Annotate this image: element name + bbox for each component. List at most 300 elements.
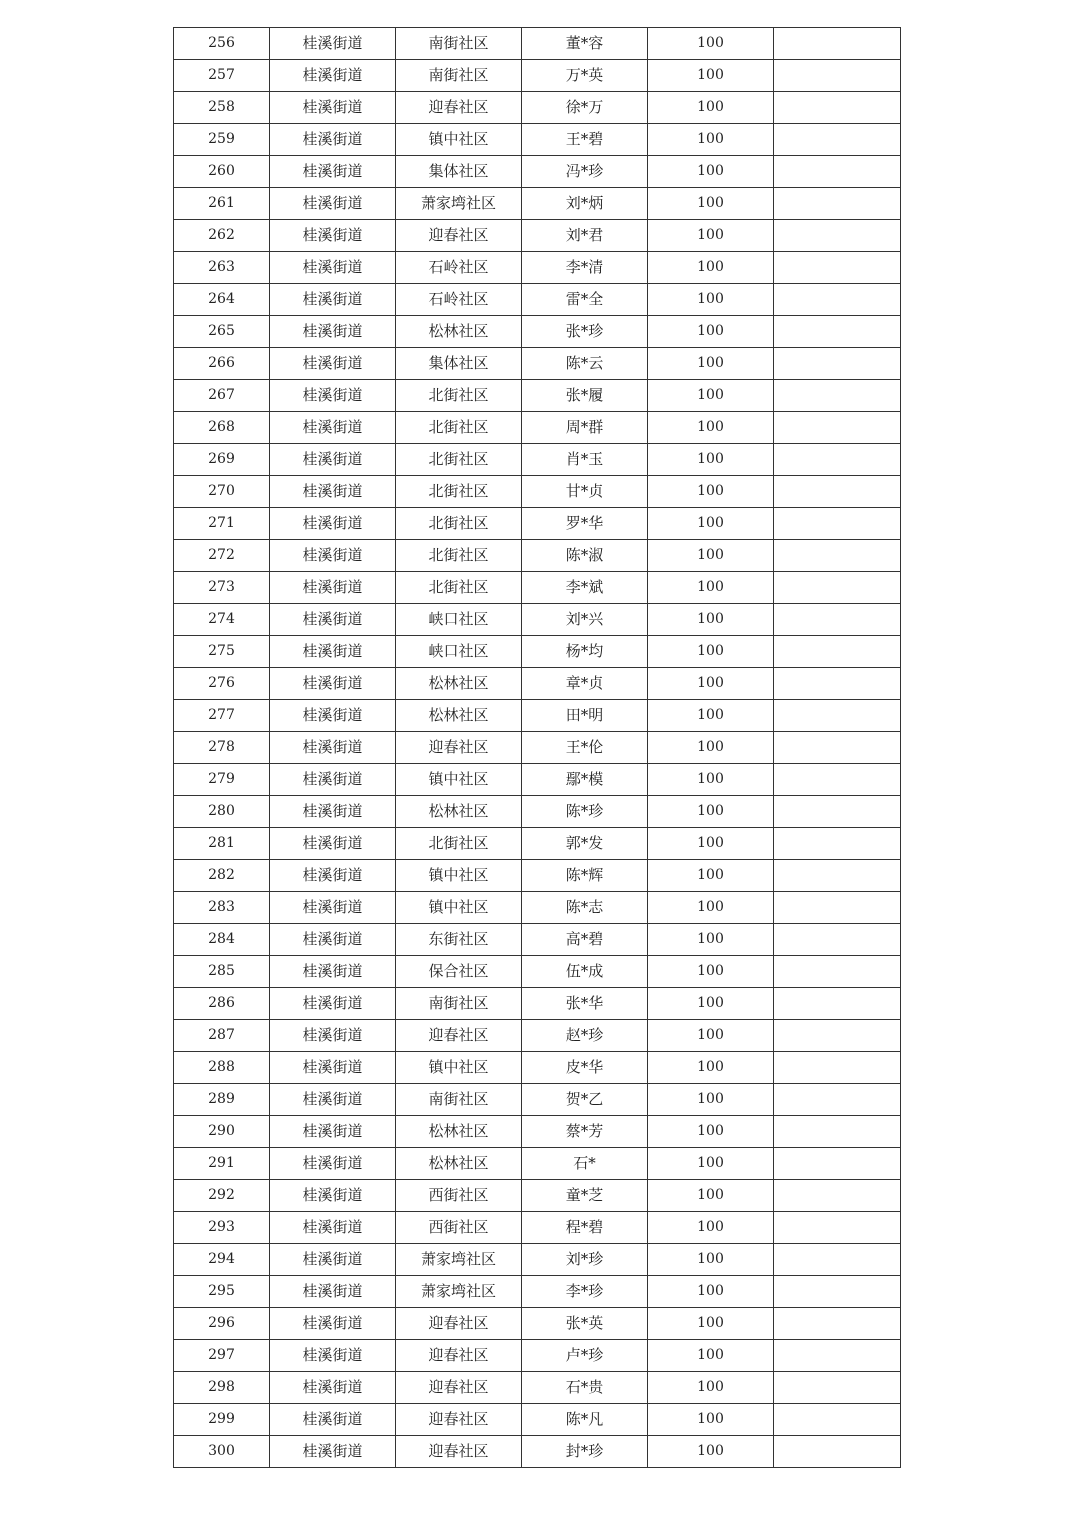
name-cell: 陈*云 <box>522 348 648 380</box>
row-number-cell: 281 <box>174 828 270 860</box>
table-row <box>174 540 901 572</box>
street-cell: 桂溪街道 <box>270 508 396 540</box>
table-row <box>174 988 901 1020</box>
community-cell: 南街社区 <box>396 988 522 1020</box>
community-cell: 迎春社区 <box>396 732 522 764</box>
table-row <box>174 220 901 252</box>
amount-cell: 100 <box>648 764 774 796</box>
amount-cell: 100 <box>648 1372 774 1404</box>
row-number-cell: 283 <box>174 892 270 924</box>
amount-cell: 100 <box>648 316 774 348</box>
row-number-cell: 273 <box>174 572 270 604</box>
community-cell: 北街社区 <box>396 412 522 444</box>
row-number-cell: 274 <box>174 604 270 636</box>
table-row <box>174 1372 901 1404</box>
amount-cell: 100 <box>648 1020 774 1052</box>
amount-cell: 100 <box>648 284 774 316</box>
table-row <box>174 636 901 668</box>
amount-cell: 100 <box>648 1084 774 1116</box>
remark-cell <box>774 1212 901 1244</box>
row-number-cell: 290 <box>174 1116 270 1148</box>
remark-cell <box>774 156 901 188</box>
community-cell: 迎春社区 <box>396 1372 522 1404</box>
name-cell: 鄢*模 <box>522 764 648 796</box>
remark-cell <box>774 1372 901 1404</box>
amount-cell: 100 <box>648 1436 774 1468</box>
amount-cell: 100 <box>648 1276 774 1308</box>
remark-cell <box>774 572 901 604</box>
remark-cell <box>774 444 901 476</box>
community-cell: 镇中社区 <box>396 124 522 156</box>
table-row <box>174 1020 901 1052</box>
remark-cell <box>774 1116 901 1148</box>
name-cell: 伍*成 <box>522 956 648 988</box>
remark-cell <box>774 668 901 700</box>
street-cell: 桂溪街道 <box>270 1116 396 1148</box>
street-cell: 桂溪街道 <box>270 1020 396 1052</box>
amount-cell: 100 <box>648 924 774 956</box>
table-row <box>174 476 901 508</box>
remark-cell <box>774 796 901 828</box>
amount-cell: 100 <box>648 1180 774 1212</box>
community-cell: 镇中社区 <box>396 860 522 892</box>
community-cell: 北街社区 <box>396 540 522 572</box>
street-cell: 桂溪街道 <box>270 284 396 316</box>
amount-cell: 100 <box>648 60 774 92</box>
name-cell: 肖*玉 <box>522 444 648 476</box>
amount-cell: 100 <box>648 636 774 668</box>
table-row <box>174 700 901 732</box>
row-number-cell: 284 <box>174 924 270 956</box>
street-cell: 桂溪街道 <box>270 1180 396 1212</box>
name-cell: 刘*炳 <box>522 188 648 220</box>
table-row <box>174 348 901 380</box>
community-cell: 南街社区 <box>396 28 522 60</box>
name-cell: 周*群 <box>522 412 648 444</box>
table-row <box>174 828 901 860</box>
street-cell: 桂溪街道 <box>270 1084 396 1116</box>
community-cell: 松林社区 <box>396 1148 522 1180</box>
name-cell: 甘*贞 <box>522 476 648 508</box>
row-number-cell: 264 <box>174 284 270 316</box>
name-cell: 陈*淑 <box>522 540 648 572</box>
street-cell: 桂溪街道 <box>270 1308 396 1340</box>
remark-cell <box>774 1244 901 1276</box>
remark-cell <box>774 316 901 348</box>
street-cell: 桂溪街道 <box>270 668 396 700</box>
table-row <box>174 380 901 412</box>
remark-cell <box>774 220 901 252</box>
community-cell: 北街社区 <box>396 380 522 412</box>
row-number-cell: 293 <box>174 1212 270 1244</box>
community-cell: 集体社区 <box>396 156 522 188</box>
street-cell: 桂溪街道 <box>270 444 396 476</box>
community-cell: 镇中社区 <box>396 1052 522 1084</box>
community-cell: 松林社区 <box>396 1116 522 1148</box>
remark-cell <box>774 732 901 764</box>
community-cell: 峡口社区 <box>396 604 522 636</box>
row-number-cell: 270 <box>174 476 270 508</box>
table-row <box>174 732 901 764</box>
name-cell: 赵*珍 <box>522 1020 648 1052</box>
community-cell: 石岭社区 <box>396 284 522 316</box>
remark-cell <box>774 828 901 860</box>
community-cell: 峡口社区 <box>396 636 522 668</box>
street-cell: 桂溪街道 <box>270 828 396 860</box>
table-row <box>174 444 901 476</box>
row-number-cell: 286 <box>174 988 270 1020</box>
community-cell: 西街社区 <box>396 1180 522 1212</box>
street-cell: 桂溪街道 <box>270 60 396 92</box>
name-cell: 陈*辉 <box>522 860 648 892</box>
remark-cell <box>774 764 901 796</box>
street-cell: 桂溪街道 <box>270 700 396 732</box>
remark-cell <box>774 924 901 956</box>
table-row <box>174 156 901 188</box>
table-row <box>174 956 901 988</box>
amount-cell: 100 <box>648 348 774 380</box>
table-row <box>174 1436 901 1468</box>
table-row <box>174 284 901 316</box>
amount-cell: 100 <box>648 156 774 188</box>
community-cell: 松林社区 <box>396 796 522 828</box>
remark-cell <box>774 380 901 412</box>
community-cell: 集体社区 <box>396 348 522 380</box>
table-row <box>174 668 901 700</box>
community-cell: 北街社区 <box>396 828 522 860</box>
table-row <box>174 412 901 444</box>
street-cell: 桂溪街道 <box>270 1436 396 1468</box>
community-cell: 迎春社区 <box>396 1436 522 1468</box>
amount-cell: 100 <box>648 828 774 860</box>
community-cell: 北街社区 <box>396 572 522 604</box>
amount-cell: 100 <box>648 1340 774 1372</box>
row-number-cell: 294 <box>174 1244 270 1276</box>
remark-cell <box>774 540 901 572</box>
row-number-cell: 259 <box>174 124 270 156</box>
remark-cell <box>774 1308 901 1340</box>
name-cell: 石*贵 <box>522 1372 648 1404</box>
street-cell: 桂溪街道 <box>270 1244 396 1276</box>
table-row <box>174 28 901 60</box>
remark-cell <box>774 412 901 444</box>
remark-cell <box>774 1276 901 1308</box>
table-row <box>174 60 901 92</box>
name-cell: 雷*全 <box>522 284 648 316</box>
table-row <box>174 892 901 924</box>
row-number-cell: 295 <box>174 1276 270 1308</box>
amount-cell: 100 <box>648 188 774 220</box>
community-cell: 迎春社区 <box>396 1308 522 1340</box>
amount-cell: 100 <box>648 1116 774 1148</box>
row-number-cell: 285 <box>174 956 270 988</box>
amount-cell: 100 <box>648 796 774 828</box>
amount-cell: 100 <box>648 508 774 540</box>
row-number-cell: 271 <box>174 508 270 540</box>
table-row <box>174 572 901 604</box>
name-cell: 张*履 <box>522 380 648 412</box>
street-cell: 桂溪街道 <box>270 1276 396 1308</box>
remark-cell <box>774 892 901 924</box>
street-cell: 桂溪街道 <box>270 540 396 572</box>
table-row <box>174 764 901 796</box>
row-number-cell: 291 <box>174 1148 270 1180</box>
row-number-cell: 298 <box>174 1372 270 1404</box>
community-cell: 石岭社区 <box>396 252 522 284</box>
street-cell: 桂溪街道 <box>270 476 396 508</box>
row-number-cell: 297 <box>174 1340 270 1372</box>
community-cell: 萧家塆社区 <box>396 188 522 220</box>
table-row <box>174 92 901 124</box>
table-row <box>174 1052 901 1084</box>
name-cell: 程*碧 <box>522 1212 648 1244</box>
recipient-table-body <box>174 28 901 1468</box>
table-row <box>174 1404 901 1436</box>
community-cell: 北街社区 <box>396 444 522 476</box>
name-cell: 李*斌 <box>522 572 648 604</box>
community-cell: 迎春社区 <box>396 220 522 252</box>
row-number-cell: 275 <box>174 636 270 668</box>
amount-cell: 100 <box>648 1212 774 1244</box>
row-number-cell: 292 <box>174 1180 270 1212</box>
amount-cell: 100 <box>648 892 774 924</box>
name-cell: 张*珍 <box>522 316 648 348</box>
amount-cell: 100 <box>648 700 774 732</box>
amount-cell: 100 <box>648 444 774 476</box>
row-number-cell: 260 <box>174 156 270 188</box>
community-cell: 东街社区 <box>396 924 522 956</box>
street-cell: 桂溪街道 <box>270 380 396 412</box>
street-cell: 桂溪街道 <box>270 412 396 444</box>
row-number-cell: 277 <box>174 700 270 732</box>
amount-cell: 100 <box>648 28 774 60</box>
row-number-cell: 296 <box>174 1308 270 1340</box>
amount-cell: 100 <box>648 732 774 764</box>
name-cell: 万*英 <box>522 60 648 92</box>
remark-cell <box>774 252 901 284</box>
name-cell: 陈*珍 <box>522 796 648 828</box>
table-row <box>174 124 901 156</box>
amount-cell: 100 <box>648 668 774 700</box>
table-row <box>174 924 901 956</box>
table-row <box>174 316 901 348</box>
remark-cell <box>774 348 901 380</box>
row-number-cell: 256 <box>174 28 270 60</box>
street-cell: 桂溪街道 <box>270 636 396 668</box>
community-cell: 松林社区 <box>396 668 522 700</box>
remark-cell <box>774 188 901 220</box>
community-cell: 南街社区 <box>396 1084 522 1116</box>
table-row <box>174 188 901 220</box>
name-cell: 王*碧 <box>522 124 648 156</box>
row-number-cell: 266 <box>174 348 270 380</box>
remark-cell <box>774 604 901 636</box>
remark-cell <box>774 28 901 60</box>
community-cell: 萧家塆社区 <box>396 1244 522 1276</box>
name-cell: 卢*珍 <box>522 1340 648 1372</box>
table-row <box>174 1116 901 1148</box>
street-cell: 桂溪街道 <box>270 188 396 220</box>
community-cell: 迎春社区 <box>396 1404 522 1436</box>
remark-cell <box>774 956 901 988</box>
table-row <box>174 1148 901 1180</box>
remark-cell <box>774 124 901 156</box>
amount-cell: 100 <box>648 604 774 636</box>
community-cell: 迎春社区 <box>396 1340 522 1372</box>
name-cell: 童*芝 <box>522 1180 648 1212</box>
amount-cell: 100 <box>648 124 774 156</box>
street-cell: 桂溪街道 <box>270 1052 396 1084</box>
name-cell: 冯*珍 <box>522 156 648 188</box>
community-cell: 迎春社区 <box>396 92 522 124</box>
street-cell: 桂溪街道 <box>270 892 396 924</box>
table-row <box>174 860 901 892</box>
row-number-cell: 287 <box>174 1020 270 1052</box>
street-cell: 桂溪街道 <box>270 796 396 828</box>
row-number-cell: 258 <box>174 92 270 124</box>
name-cell: 董*容 <box>522 28 648 60</box>
amount-cell: 100 <box>648 476 774 508</box>
row-number-cell: 288 <box>174 1052 270 1084</box>
amount-cell: 100 <box>648 988 774 1020</box>
remark-cell <box>774 1340 901 1372</box>
name-cell: 封*珍 <box>522 1436 648 1468</box>
row-number-cell: 265 <box>174 316 270 348</box>
street-cell: 桂溪街道 <box>270 252 396 284</box>
name-cell: 王*伦 <box>522 732 648 764</box>
amount-cell: 100 <box>648 1404 774 1436</box>
street-cell: 桂溪街道 <box>270 764 396 796</box>
row-number-cell: 263 <box>174 252 270 284</box>
name-cell: 李*珍 <box>522 1276 648 1308</box>
street-cell: 桂溪街道 <box>270 956 396 988</box>
name-cell: 罗*华 <box>522 508 648 540</box>
street-cell: 桂溪街道 <box>270 28 396 60</box>
name-cell: 李*清 <box>522 252 648 284</box>
name-cell: 张*华 <box>522 988 648 1020</box>
table-row <box>174 604 901 636</box>
table-row <box>174 796 901 828</box>
name-cell: 杨*均 <box>522 636 648 668</box>
remark-cell <box>774 988 901 1020</box>
row-number-cell: 289 <box>174 1084 270 1116</box>
row-number-cell: 268 <box>174 412 270 444</box>
amount-cell: 100 <box>648 1308 774 1340</box>
community-cell: 西街社区 <box>396 1212 522 1244</box>
remark-cell <box>774 284 901 316</box>
amount-cell: 100 <box>648 252 774 284</box>
remark-cell <box>774 1084 901 1116</box>
street-cell: 桂溪街道 <box>270 1148 396 1180</box>
table-row <box>174 252 901 284</box>
remark-cell <box>774 1052 901 1084</box>
row-number-cell: 262 <box>174 220 270 252</box>
name-cell: 高*碧 <box>522 924 648 956</box>
amount-cell: 100 <box>648 92 774 124</box>
name-cell: 郭*发 <box>522 828 648 860</box>
table-row <box>174 1276 901 1308</box>
table-row <box>174 1244 901 1276</box>
street-cell: 桂溪街道 <box>270 348 396 380</box>
remark-cell <box>774 1020 901 1052</box>
amount-cell: 100 <box>648 220 774 252</box>
name-cell: 贺*乙 <box>522 1084 648 1116</box>
street-cell: 桂溪街道 <box>270 156 396 188</box>
amount-cell: 100 <box>648 412 774 444</box>
recipient-table <box>173 27 901 1468</box>
community-cell: 保合社区 <box>396 956 522 988</box>
name-cell: 刘*珍 <box>522 1244 648 1276</box>
remark-cell <box>774 476 901 508</box>
community-cell: 镇中社区 <box>396 892 522 924</box>
name-cell: 陈*志 <box>522 892 648 924</box>
amount-cell: 100 <box>648 860 774 892</box>
street-cell: 桂溪街道 <box>270 92 396 124</box>
amount-cell: 100 <box>648 1148 774 1180</box>
community-cell: 松林社区 <box>396 316 522 348</box>
street-cell: 桂溪街道 <box>270 1212 396 1244</box>
street-cell: 桂溪街道 <box>270 860 396 892</box>
row-number-cell: 276 <box>174 668 270 700</box>
row-number-cell: 279 <box>174 764 270 796</box>
amount-cell: 100 <box>648 1244 774 1276</box>
street-cell: 桂溪街道 <box>270 924 396 956</box>
name-cell: 蔡*芳 <box>522 1116 648 1148</box>
row-number-cell: 269 <box>174 444 270 476</box>
remark-cell <box>774 508 901 540</box>
name-cell: 石* <box>522 1148 648 1180</box>
remark-cell <box>774 1436 901 1468</box>
community-cell: 镇中社区 <box>396 764 522 796</box>
street-cell: 桂溪街道 <box>270 220 396 252</box>
street-cell: 桂溪街道 <box>270 124 396 156</box>
row-number-cell: 261 <box>174 188 270 220</box>
name-cell: 田*明 <box>522 700 648 732</box>
name-cell: 陈*凡 <box>522 1404 648 1436</box>
street-cell: 桂溪街道 <box>270 1340 396 1372</box>
amount-cell: 100 <box>648 540 774 572</box>
amount-cell: 100 <box>648 956 774 988</box>
row-number-cell: 282 <box>174 860 270 892</box>
remark-cell <box>774 636 901 668</box>
street-cell: 桂溪街道 <box>270 732 396 764</box>
table-row <box>174 1084 901 1116</box>
street-cell: 桂溪街道 <box>270 1404 396 1436</box>
community-cell: 松林社区 <box>396 700 522 732</box>
table-row <box>174 1308 901 1340</box>
street-cell: 桂溪街道 <box>270 1372 396 1404</box>
row-number-cell: 257 <box>174 60 270 92</box>
row-number-cell: 272 <box>174 540 270 572</box>
street-cell: 桂溪街道 <box>270 572 396 604</box>
name-cell: 刘*君 <box>522 220 648 252</box>
remark-cell <box>774 700 901 732</box>
name-cell: 徐*万 <box>522 92 648 124</box>
remark-cell <box>774 1180 901 1212</box>
row-number-cell: 278 <box>174 732 270 764</box>
remark-cell <box>774 860 901 892</box>
street-cell: 桂溪街道 <box>270 604 396 636</box>
remark-cell <box>774 60 901 92</box>
name-cell: 刘*兴 <box>522 604 648 636</box>
community-cell: 萧家塆社区 <box>396 1276 522 1308</box>
name-cell: 皮*华 <box>522 1052 648 1084</box>
table-row <box>174 1212 901 1244</box>
community-cell: 迎春社区 <box>396 1020 522 1052</box>
street-cell: 桂溪街道 <box>270 988 396 1020</box>
table-row <box>174 508 901 540</box>
name-cell: 章*贞 <box>522 668 648 700</box>
